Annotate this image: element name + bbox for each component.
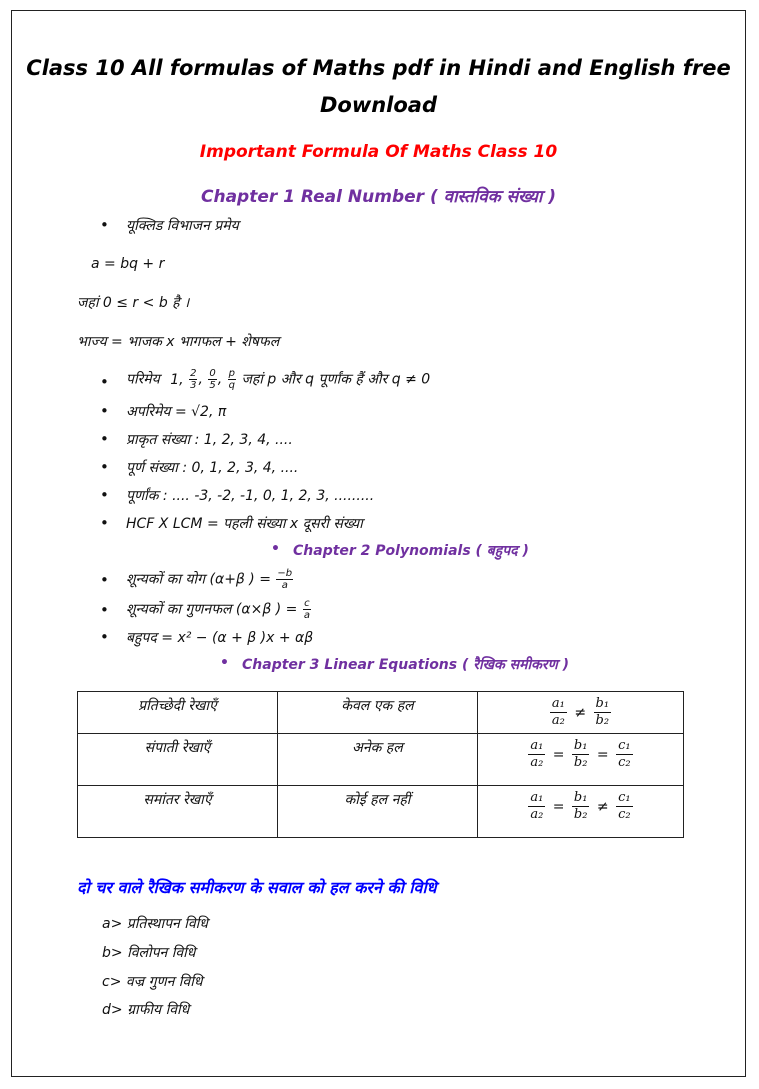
zeros-sum-frac: $\frac{-b}{a}$ [277, 568, 293, 591]
solution-cell: केवल एक हल [277, 692, 477, 734]
solution-cell: अनेक हल [277, 734, 477, 786]
lemma-bullet [100, 216, 239, 235]
rational-bullet: • परिमेय 1, $\frac{2}{3}$ , $\frac{0}{5}$ , $\frac{p}{q}$ जहां p और q पूर्णांक हैं और q ≠ 0 [100, 368, 431, 391]
integers-text: पूर्णांक : .... -3, -2, -1, 0, 1, 2, 3, ......... [126, 488, 375, 504]
division-relation: भाज्य = भाजक x भागफल + शेषफल [77, 334, 280, 350]
bullet-icon: • [100, 402, 109, 420]
chapter-3-heading [220, 655, 570, 674]
polynomial-text: बहुपद = x² − (α + β )x + αβ [126, 630, 314, 646]
linear-equations-table [77, 691, 684, 838]
ratio-b: $\frac{\text{b₁}}{\text{b₂}}$ [573, 738, 588, 770]
method-item: b> विलोपन विधि [102, 945, 196, 961]
bullet-icon: • [100, 373, 109, 391]
chapter-2-heading-text: Chapter 2 Polynomials ( बहुपद ) [293, 543, 529, 559]
hcf-lcm-bullet [100, 514, 363, 533]
condition-cell [477, 786, 683, 838]
bullet-icon: • [100, 571, 109, 589]
relation-symbol: = [596, 746, 609, 763]
bullet-icon: • [100, 486, 109, 504]
integers-bullet [100, 486, 375, 505]
condition-cell [477, 734, 683, 786]
lemma-text: यूक्लिड विभाजन प्रमेय [126, 218, 239, 234]
bullet-icon: • [100, 216, 109, 234]
polynomial-bullet [100, 628, 314, 647]
title-line-2: Download [319, 93, 438, 117]
table-row [78, 734, 684, 786]
rational-frac-3: $\frac{p}{q}$ [228, 368, 235, 391]
ratio-b: $\frac{\text{b₁}}{\text{b₂}}$ [573, 790, 588, 822]
method-item: a> प्रतिस्थापन विधि [102, 916, 208, 932]
methods-heading: दो चर वाले रैखिक समीकरण के सवाल को हल करने की विधि [77, 878, 437, 897]
rational-frac-1: $\frac{2}{3}$ [190, 368, 197, 391]
condition-cell [477, 692, 683, 734]
table-row [78, 786, 684, 838]
rational-suffix: जहां p और q पूर्णांक हैं और q ≠ 0 [241, 371, 431, 388]
rational-frac-2: $\frac{0}{5}$ [209, 368, 216, 391]
zeros-product-bullet [100, 598, 312, 621]
rational-label: परिमेय [126, 371, 160, 388]
division-formula: a = bq + r [91, 256, 165, 272]
solution-cell: कोई हल नहीं [277, 786, 477, 838]
zeros-sum-label: शून्यकों का योग (α+β ) = [126, 571, 271, 588]
line-type-cell: प्रतिच्छेदी रेखाएँ [78, 692, 278, 734]
line-type-cell: संपाती रेखाएँ [78, 734, 278, 786]
relation-symbol: ≠ [596, 798, 609, 815]
relation-symbol: = [552, 746, 565, 763]
relation-symbol: = [552, 798, 565, 815]
bullet-icon: • [271, 541, 280, 557]
natural-text: प्राकृत संख्या : 1, 2, 3, 4, .... [126, 432, 293, 448]
whole-text: पूर्ण संख्या : 0, 1, 2, 3, 4, .... [126, 460, 299, 476]
whole-bullet [100, 458, 299, 477]
bullet-icon: • [100, 628, 109, 646]
table-row [78, 692, 684, 734]
title-line-1: Class 10 All formulas of Maths pdf in Hindi and English free [26, 56, 731, 80]
ratio-a: $\frac{\text{a₁}}{\text{a₂}}$ [530, 790, 544, 822]
ratio-b: $\frac{\text{b₁}}{\text{b₂}}$ [595, 696, 610, 728]
method-item: d> ग्राफीय विधि [102, 1002, 190, 1018]
chapter-1-heading: Chapter 1 Real Number ( वास्तविक संख्या ) [200, 187, 557, 207]
zeros-product-label: शून्यकों का गुणनफल (α×β ) = [126, 601, 298, 618]
irrational-text: अपरिमेय = √2, π [126, 404, 227, 420]
line-type-cell: समांतर रेखाएँ [78, 786, 278, 838]
bullet-icon: • [100, 430, 109, 448]
bullet-icon: • [100, 601, 109, 619]
relation-symbol: ≠ [574, 704, 587, 721]
ratio-c: $\frac{\text{c₁}}{\text{c₂}}$ [618, 790, 631, 822]
irrational-bullet [100, 402, 227, 421]
remainder-condition: जहां 0 ≤ r < b है । [77, 295, 190, 311]
subtitle: Important Formula Of Maths Class 10 [199, 142, 558, 162]
chapter-3-heading-text: Chapter 3 Linear Equations ( रैखिक समीकरण ) [242, 657, 570, 673]
zeros-sum-bullet [100, 568, 294, 591]
method-item: c> वज्र गुणन विधि [102, 974, 203, 990]
chapter-2-heading [271, 541, 529, 560]
rational-prefix: 1, [170, 371, 184, 388]
natural-bullet [100, 430, 293, 449]
bullet-icon: • [220, 655, 229, 671]
ratio-c: $\frac{\text{c₁}}{\text{c₂}}$ [618, 738, 631, 770]
bullet-icon: • [100, 458, 109, 476]
hcf-lcm-text: HCF X LCM = पहली संख्या x दूसरी संख्या [126, 516, 363, 532]
zeros-product-frac: $\frac{c}{a}$ [303, 598, 310, 621]
ratio-a: $\frac{\text{a₁}}{\text{a₂}}$ [530, 738, 544, 770]
bullet-icon: • [100, 514, 109, 532]
ratio-a: $\frac{\text{a₁}}{\text{a₂}}$ [551, 696, 565, 728]
